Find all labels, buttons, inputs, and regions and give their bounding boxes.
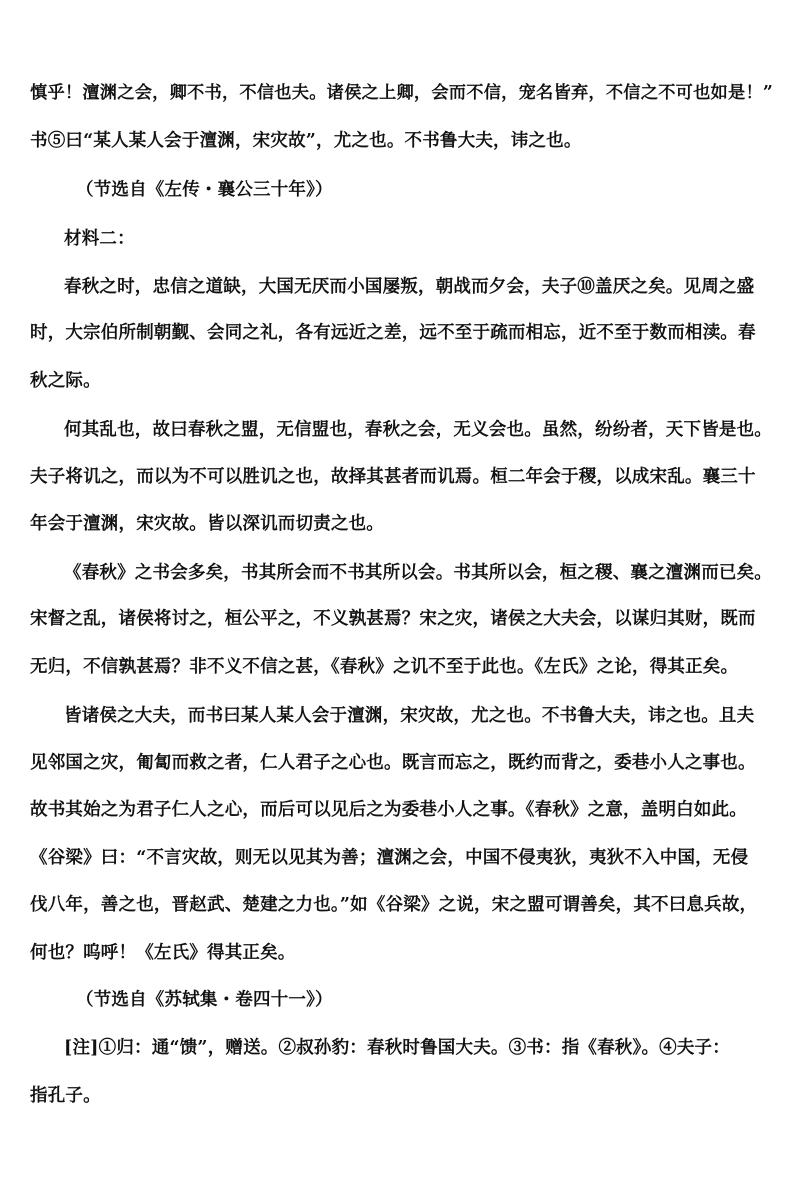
text-line: 何其乱也，故曰春秋之盟，无信盟也，春秋之会，无义会也。虽然，纷纷者，天下皆是也。	[64, 420, 772, 440]
footnote-line: [注]①归：通“馈”，赠送。②叔孙豹：春秋时鲁国大夫。③书：指《春秋》。④夫子：	[64, 1038, 730, 1058]
text-line: 见邻国之灾，匍匐而救之者，仁人君子之心也。既言而忘之，既约而背之，委巷小人之事也。	[30, 753, 756, 773]
text-line: 时，大宗伯所制朝觐、会同之礼，各有远近之差，远不至于疏而相忘，近不至于数而相渎。春	[30, 323, 756, 343]
text-line: 宋督之乱，诸侯将讨之，桓公平之，不义孰甚焉？宋之灾，诸侯之大夫会，以谋归其财，既而	[30, 609, 756, 629]
text-line: 年会于澶渊，宋灾故。皆以深讥而切责之也。	[30, 514, 384, 534]
text-line: 《谷梁》曰：“不言灾故，则无以见其为善；澶渊之会，中国不侵夷狄，夷狄不入中国，无侵	[30, 848, 749, 868]
text-line: 无归，不信孰甚焉？非不义不信之甚，《春秋》之讥不至于此也。《左氏》之论，得其正矣。	[30, 657, 739, 677]
text-line: 秋之际。	[30, 371, 101, 391]
footnote-line: 指孔子。	[30, 1086, 101, 1106]
text-line: 故书其始之为君子仁人之心，而后可以见后之为委巷小人之事。《春秋》之意，盖明白如此。	[30, 800, 747, 820]
text-line: 书⑤曰“某人某人会于澶渊，宋灾故”，尤之也。不书鲁大夫，讳之也。	[30, 131, 582, 151]
text-line: 春秋之时，忠信之道缺，大国无厌而小国屡叛，朝战而夕会，夫子⑩盖厌之矣。见周之盛	[64, 277, 755, 297]
source-caption: （节选自《左传・襄公三十年》）	[76, 180, 333, 200]
text-line: 何也？呜呼！《左氏》得其正矣。	[30, 943, 296, 963]
source-caption: （节选自《苏轼集・卷四十一》）	[76, 990, 333, 1010]
text-line: 慎乎！澶渊之会，卿不书，不信也夫。诸侯之上卿，会而不信，宠名皆弃，不信之不可也如是！”	[30, 83, 774, 103]
text-line: 伐八年，善之也，晋赵武、楚建之力也。”如《谷梁》之说，宋之盟可谓善矣，其不曰息兵故，	[30, 895, 758, 915]
section-heading: 材料二：	[64, 229, 135, 249]
text-line: 夫子将讥之，而以为不可以胜讥之也，故择其甚者而讥焉。桓二年会于稷，以成宋乱。襄三十	[30, 467, 756, 487]
text-line: 《春秋》之书会多矣，书其所会而不书其所以会。书其所以会，桓之稷、襄之澶渊而已矣。	[64, 563, 772, 583]
text-line: 皆诸侯之大夫，而书曰某人某人会于澶渊，宋灾故，尤之也。不书鲁大夫，讳之也。且夫	[64, 706, 755, 726]
